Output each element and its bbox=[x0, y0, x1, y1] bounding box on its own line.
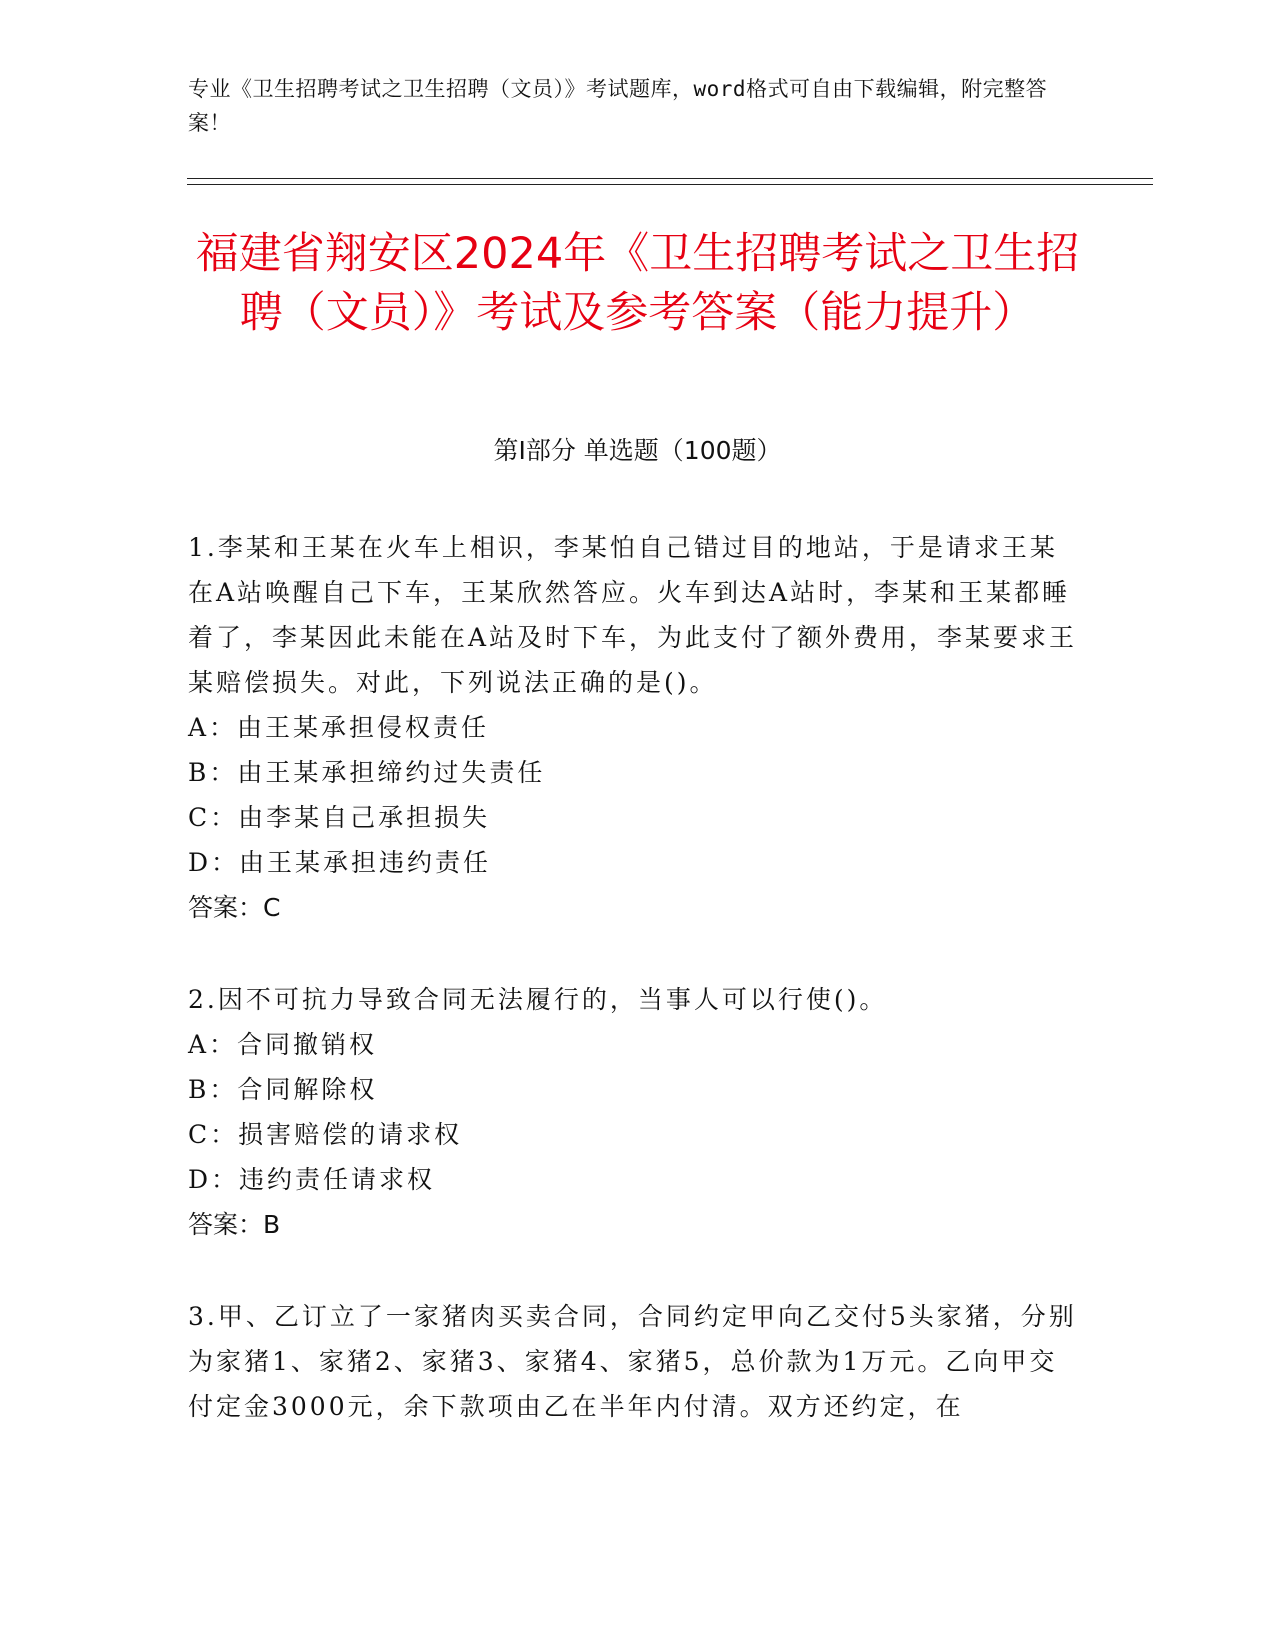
option-d: D：由王某承担违约责任 bbox=[188, 848, 492, 877]
question-text: 3.甲、乙订立了一家猪肉买卖合同，合同约定甲向乙交付5头家猪，分别为家猪1、家猪2、家猪3、家猪4、家猪5，总价款为1万元。乙向甲交付定金3000元，余下款项由乙在半年内付清。双方还约定，在 bbox=[188, 1302, 1077, 1421]
option-c: C：损害赔偿的请求权 bbox=[188, 1120, 463, 1149]
question-list bbox=[188, 525, 1078, 1476]
option-b: B：合同解除权 bbox=[188, 1075, 378, 1104]
question-text: 2.因不可抗力导致合同无法履行的，当事人可以行使()。 bbox=[188, 985, 888, 1014]
header-rule-top bbox=[187, 178, 1153, 179]
question-text: 1.李某和王某在火车上相识，李某怕自己错过目的地站，于是请求王某在A站唤醒自己下车，王某欣然答应。火车到达A站时，李某和王某都睡着了，李某因此未能在A站及时下车，为此支付了额外费用，李某要求王某赔偿损失。对此，下列说法正确的是()。 bbox=[188, 533, 1078, 697]
option-d: D：违约责任请求权 bbox=[188, 1165, 436, 1194]
header-note: 专业《卫生招聘考试之卫生招聘（文员）》考试题库，word格式可自由下载编辑，附完整答案！ bbox=[188, 77, 1048, 135]
option-c: C：由李某自己承担损失 bbox=[188, 803, 491, 832]
question-2 bbox=[188, 977, 1078, 1247]
document-title: 福建省翔安区2024年《卫生招聘考试之卫生招聘（文员）》考试及参考答案（能力提升） bbox=[195, 229, 1080, 338]
option-b: B：由王某承担缔约过失责任 bbox=[188, 758, 546, 787]
option-a: A：合同撤销权 bbox=[188, 1030, 378, 1059]
header-rule-bottom bbox=[187, 184, 1153, 185]
answer: 答案：C bbox=[188, 893, 281, 922]
question-3 bbox=[188, 1294, 1078, 1429]
section-title: 第I部分 单选题（100题） bbox=[493, 436, 782, 465]
answer: 答案：B bbox=[188, 1210, 281, 1239]
option-a: A：由王某承担侵权责任 bbox=[188, 713, 490, 742]
question-1 bbox=[188, 525, 1078, 930]
